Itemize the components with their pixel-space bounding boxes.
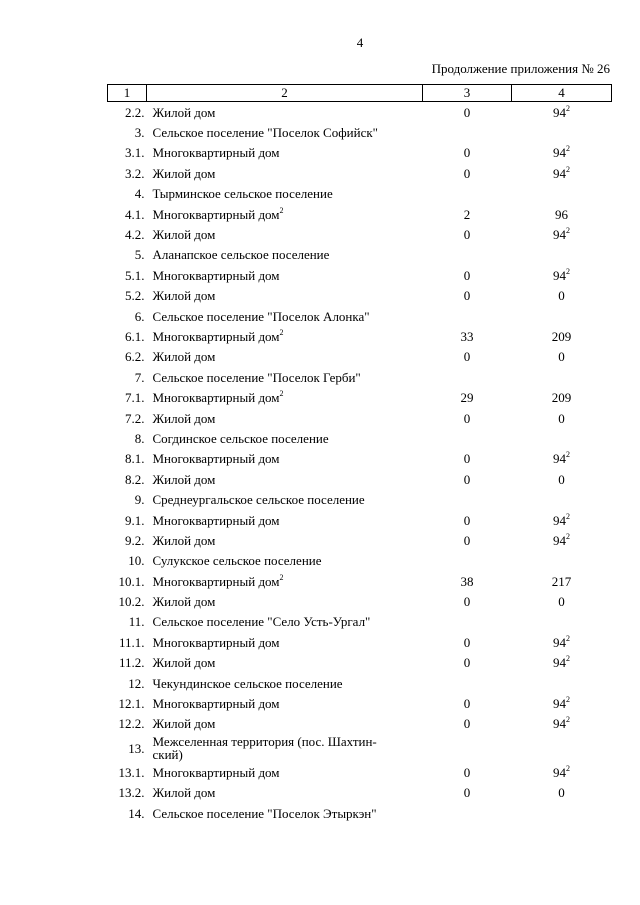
table-row bbox=[108, 265, 612, 285]
row-number: 12. bbox=[128, 675, 145, 691]
table-row bbox=[108, 469, 612, 489]
row-number: 3.2. bbox=[125, 165, 145, 181]
row-name bbox=[147, 184, 423, 204]
row-name-text: Жилой дом bbox=[152, 655, 216, 671]
footnote-mark: 2 bbox=[566, 164, 570, 174]
row-name bbox=[147, 122, 423, 142]
row-col4-value: 94 bbox=[553, 145, 566, 161]
row-name bbox=[147, 428, 423, 448]
table-row bbox=[108, 326, 612, 346]
row-name-text: Жилой дом bbox=[152, 104, 216, 120]
row-col3 bbox=[423, 245, 512, 265]
footnote-mark: 2 bbox=[279, 327, 284, 337]
row-number: 9. bbox=[134, 492, 145, 508]
row-name-text: Жилой дом bbox=[152, 532, 216, 548]
row-col3: 38 bbox=[460, 573, 474, 589]
row-col3 bbox=[423, 734, 512, 762]
row-name bbox=[147, 551, 423, 571]
row-col4-value: 96 bbox=[555, 206, 568, 222]
row-number: 5.2. bbox=[125, 288, 145, 304]
row-number: 11. bbox=[128, 614, 145, 630]
table-row bbox=[108, 163, 612, 183]
row-col4 bbox=[512, 265, 612, 285]
row-name-text: Жилой дом bbox=[152, 471, 216, 487]
row-col4-value: 209 bbox=[551, 328, 572, 344]
footnote-mark: 2 bbox=[566, 103, 570, 113]
row-col4 bbox=[512, 762, 612, 782]
table-row bbox=[108, 510, 612, 530]
row-col4 bbox=[512, 347, 612, 367]
row-name bbox=[147, 245, 423, 265]
row-number: 13. bbox=[128, 740, 145, 756]
row-name bbox=[147, 387, 423, 407]
row-col4-value: 94 bbox=[553, 716, 566, 732]
table-row bbox=[108, 245, 612, 265]
row-name-text: Многоквартирный дом bbox=[152, 145, 280, 161]
table-row bbox=[108, 306, 612, 326]
row-number: 6.1. bbox=[125, 328, 145, 344]
table-row bbox=[108, 762, 612, 782]
row-number: 5. bbox=[134, 247, 145, 263]
table-row bbox=[108, 571, 612, 591]
row-col4 bbox=[512, 714, 612, 734]
row-name-text: Жилой дом bbox=[152, 785, 216, 801]
page-number: 4 bbox=[356, 35, 364, 50]
row-col4-value: 94 bbox=[553, 165, 566, 181]
row-name bbox=[147, 653, 423, 673]
row-name-text: Жилой дом bbox=[152, 716, 216, 732]
table-header-row bbox=[108, 85, 612, 102]
row-col3 bbox=[423, 184, 512, 204]
row-name-text: Многоквартирный дом bbox=[152, 328, 280, 344]
row-name-text: Многоквартирный дом bbox=[152, 206, 280, 222]
row-name-text: Сельское поселение "Поселок Этыркэн" bbox=[152, 805, 377, 821]
row-col4 bbox=[512, 224, 612, 244]
table-row bbox=[108, 428, 612, 448]
row-number: 14. bbox=[128, 805, 145, 821]
row-col4 bbox=[512, 591, 612, 611]
table-row bbox=[108, 673, 612, 693]
row-name-text: Чекундинское сельское поселение bbox=[152, 675, 343, 691]
row-col4-value: 94 bbox=[553, 696, 566, 712]
row-col4 bbox=[512, 693, 612, 713]
footnote-mark: 2 bbox=[566, 511, 570, 521]
row-col4 bbox=[512, 184, 612, 204]
row-col3 bbox=[423, 612, 512, 632]
row-number: 13.1. bbox=[118, 764, 145, 780]
row-name-text: Межселенная территория (пос. Шахтин- ский) bbox=[152, 734, 377, 763]
row-name bbox=[147, 143, 423, 163]
row-col3 bbox=[423, 428, 512, 448]
row-name-text: Жилой дом bbox=[152, 165, 216, 181]
row-name bbox=[147, 571, 423, 591]
row-col4-value: 94 bbox=[553, 634, 566, 650]
row-col4 bbox=[512, 803, 612, 823]
row-col4 bbox=[512, 449, 612, 469]
row-col4 bbox=[512, 783, 612, 803]
row-name bbox=[147, 693, 423, 713]
row-col3: 2 bbox=[463, 206, 471, 222]
row-name-text: Многоквартирный дом bbox=[152, 764, 280, 780]
row-name bbox=[147, 286, 423, 306]
row-col4-value: 209 bbox=[551, 390, 572, 406]
table-row bbox=[108, 489, 612, 509]
footnote-mark: 2 bbox=[566, 695, 570, 705]
table-row bbox=[108, 102, 612, 123]
row-name bbox=[147, 510, 423, 530]
row-col4 bbox=[512, 653, 612, 673]
row-name-text: Сельское поселение "Поселок Софийск" bbox=[152, 125, 378, 141]
appendix-caption: Продолжение приложения № 26 bbox=[431, 61, 610, 76]
row-col4 bbox=[512, 367, 612, 387]
row-col3: 29 bbox=[460, 390, 474, 406]
row-name bbox=[147, 673, 423, 693]
table-row bbox=[108, 803, 612, 823]
row-col4-value: 94 bbox=[553, 764, 566, 780]
row-col4 bbox=[512, 204, 612, 224]
row-number: 8. bbox=[134, 430, 145, 446]
row-name-text: Многоквартирный дом bbox=[152, 390, 280, 406]
table-row bbox=[108, 143, 612, 163]
row-col4 bbox=[512, 326, 612, 346]
row-number: 7. bbox=[134, 369, 145, 385]
row-number: 12.1. bbox=[118, 696, 145, 712]
row-number: 4. bbox=[134, 186, 145, 202]
row-col4 bbox=[512, 530, 612, 550]
row-col4-value: 0 bbox=[558, 410, 565, 426]
row-name-text: Жилой дом bbox=[152, 288, 216, 304]
row-name-text: Многоквартирный дом bbox=[152, 696, 280, 712]
row-name-text: Жилой дом bbox=[152, 227, 216, 243]
table-row bbox=[108, 367, 612, 387]
row-col4 bbox=[512, 612, 612, 632]
row-col4 bbox=[512, 571, 612, 591]
table-row bbox=[108, 653, 612, 673]
row-number: 9.1. bbox=[125, 512, 145, 528]
row-col4-value: 94 bbox=[553, 451, 566, 467]
row-name bbox=[147, 347, 423, 367]
row-name-text: Аланапское сельское поселение bbox=[152, 247, 330, 263]
table-row bbox=[108, 734, 612, 762]
footnote-mark: 2 bbox=[566, 266, 570, 276]
row-name bbox=[147, 612, 423, 632]
data-table bbox=[107, 84, 612, 823]
row-col4-value: 94 bbox=[553, 512, 566, 528]
row-number: 11.1. bbox=[118, 634, 145, 650]
row-number: 9.2. bbox=[125, 532, 145, 548]
row-col3: 0 bbox=[463, 410, 471, 426]
row-col4 bbox=[512, 245, 612, 265]
row-col4 bbox=[512, 122, 612, 142]
row-col3: 0 bbox=[463, 288, 471, 304]
row-col4-value: 94 bbox=[553, 104, 566, 120]
table-row bbox=[108, 204, 612, 224]
footnote-mark: 2 bbox=[566, 531, 570, 541]
row-col4-value: 217 bbox=[551, 573, 572, 589]
row-name-text: Многоквартирный дом bbox=[152, 512, 280, 528]
row-name bbox=[147, 306, 423, 326]
footnote-mark: 2 bbox=[566, 144, 570, 154]
footnote-mark: 2 bbox=[279, 389, 284, 399]
row-number: 10.1. bbox=[118, 573, 145, 589]
row-number: 8.1. bbox=[125, 451, 145, 467]
row-name-text: Жилой дом bbox=[152, 349, 216, 365]
table-row bbox=[108, 530, 612, 550]
row-col3 bbox=[423, 306, 512, 326]
row-col4-value: 0 bbox=[558, 785, 565, 801]
row-number: 7.2. bbox=[125, 410, 145, 426]
row-name bbox=[147, 449, 423, 469]
table-row bbox=[108, 449, 612, 469]
row-col4-value: 94 bbox=[553, 267, 566, 283]
row-col3: 0 bbox=[463, 227, 471, 243]
row-number: 11.2. bbox=[118, 655, 145, 671]
table-row bbox=[108, 783, 612, 803]
table-row bbox=[108, 612, 612, 632]
row-name bbox=[147, 265, 423, 285]
row-number: 5.1. bbox=[125, 267, 145, 283]
row-col3 bbox=[423, 489, 512, 509]
header-cell-3: 3 bbox=[423, 85, 512, 102]
row-col3: 0 bbox=[463, 349, 471, 365]
row-col4-value: 94 bbox=[553, 532, 566, 548]
row-col3: 0 bbox=[463, 104, 471, 120]
row-name-text: Сельское поселение "Село Усть-Ургал" bbox=[152, 614, 371, 630]
table-body bbox=[108, 102, 612, 824]
row-col3: 0 bbox=[463, 532, 471, 548]
row-col4 bbox=[512, 734, 612, 762]
row-col4-value: 94 bbox=[553, 655, 566, 671]
row-name-text: Согдинское сельское поселение bbox=[152, 430, 329, 446]
row-col3: 0 bbox=[463, 696, 471, 712]
row-name-text: Сельское поселение "Поселок Алонка" bbox=[152, 308, 370, 324]
row-number: 4.2. bbox=[125, 227, 145, 243]
footnote-mark: 2 bbox=[566, 715, 570, 725]
row-name bbox=[147, 783, 423, 803]
row-name bbox=[147, 714, 423, 734]
row-name bbox=[147, 204, 423, 224]
table-row bbox=[108, 632, 612, 652]
row-col4 bbox=[512, 632, 612, 652]
row-col4-value: 0 bbox=[558, 349, 565, 365]
row-name-text: Тырминское сельское поселение bbox=[152, 186, 333, 202]
row-number: 12.2. bbox=[118, 716, 145, 732]
row-col3: 0 bbox=[463, 165, 471, 181]
row-col3 bbox=[423, 551, 512, 571]
footnote-mark: 2 bbox=[279, 572, 284, 582]
table-row bbox=[108, 184, 612, 204]
footnote-mark: 2 bbox=[566, 633, 570, 643]
row-number: 6.2. bbox=[125, 349, 145, 365]
row-name-text: Среднеургальское сельское поселение bbox=[152, 492, 365, 508]
row-col4-value: 0 bbox=[558, 471, 565, 487]
row-name bbox=[147, 469, 423, 489]
row-col3: 0 bbox=[463, 655, 471, 671]
row-col3: 33 bbox=[460, 328, 474, 344]
row-name-text: Многоквартирный дом bbox=[152, 451, 280, 467]
row-name-text: Многоквартирный дом bbox=[152, 573, 280, 589]
row-name bbox=[147, 326, 423, 346]
row-number: 10. bbox=[128, 553, 145, 569]
row-col4-value: 0 bbox=[558, 288, 565, 304]
row-name-text: Жилой дом bbox=[152, 594, 216, 610]
table-row bbox=[108, 347, 612, 367]
table-row bbox=[108, 693, 612, 713]
row-number: 7.1. bbox=[125, 390, 145, 406]
footnote-mark: 2 bbox=[566, 763, 570, 773]
row-number: 8.2. bbox=[125, 471, 145, 487]
row-name bbox=[147, 762, 423, 782]
row-number: 13.2. bbox=[118, 785, 145, 801]
row-name-text: Сулукское сельское поселение bbox=[152, 553, 322, 569]
row-col3: 0 bbox=[463, 471, 471, 487]
row-number: 4.1. bbox=[125, 206, 145, 222]
row-name bbox=[147, 803, 423, 823]
row-number: 6. bbox=[134, 308, 145, 324]
row-col3 bbox=[423, 367, 512, 387]
row-col3: 0 bbox=[463, 512, 471, 528]
row-name bbox=[147, 530, 423, 550]
table-row bbox=[108, 408, 612, 428]
row-col4 bbox=[512, 163, 612, 183]
row-col4 bbox=[512, 102, 612, 123]
row-name-text: Многоквартирный дом bbox=[152, 634, 280, 650]
row-col4 bbox=[512, 428, 612, 448]
row-name bbox=[147, 632, 423, 652]
row-col4-value: 0 bbox=[558, 594, 565, 610]
table-row bbox=[108, 387, 612, 407]
row-number: 10.2. bbox=[118, 594, 145, 610]
row-col3: 0 bbox=[463, 267, 471, 283]
row-col3: 0 bbox=[463, 785, 471, 801]
row-col4 bbox=[512, 510, 612, 530]
row-col4 bbox=[512, 408, 612, 428]
row-name bbox=[147, 734, 423, 762]
footnote-mark: 2 bbox=[566, 654, 570, 664]
footnote-mark: 2 bbox=[566, 226, 570, 236]
row-col3 bbox=[423, 122, 512, 142]
row-col4 bbox=[512, 469, 612, 489]
row-col4 bbox=[512, 143, 612, 163]
row-col3: 0 bbox=[463, 145, 471, 161]
row-col4 bbox=[512, 551, 612, 571]
row-name-text: Сельское поселение "Поселок Герби" bbox=[152, 369, 361, 385]
table-row bbox=[108, 224, 612, 244]
row-name-text: Жилой дом bbox=[152, 410, 216, 426]
row-number: 3. bbox=[134, 125, 145, 141]
footnote-mark: 2 bbox=[566, 450, 570, 460]
row-name-text: Многоквартирный дом bbox=[152, 267, 280, 283]
row-number: 3.1. bbox=[125, 145, 145, 161]
row-col4 bbox=[512, 286, 612, 306]
table-row bbox=[108, 551, 612, 571]
row-col3 bbox=[423, 803, 512, 823]
row-name bbox=[147, 591, 423, 611]
row-col3: 0 bbox=[463, 764, 471, 780]
table-row bbox=[108, 714, 612, 734]
row-col4-value: 94 bbox=[553, 227, 566, 243]
header-cell-2: 2 bbox=[147, 85, 423, 102]
row-col3: 0 bbox=[463, 451, 471, 467]
row-col3: 0 bbox=[463, 716, 471, 732]
header-cell-1: 1 bbox=[108, 85, 147, 102]
row-col3: 0 bbox=[463, 634, 471, 650]
header-cell-4: 4 bbox=[512, 85, 612, 102]
footnote-mark: 2 bbox=[279, 205, 284, 215]
table-row bbox=[108, 591, 612, 611]
table-row bbox=[108, 122, 612, 142]
row-col4 bbox=[512, 306, 612, 326]
row-col3: 0 bbox=[463, 594, 471, 610]
row-name bbox=[147, 163, 423, 183]
row-col3 bbox=[423, 673, 512, 693]
row-name bbox=[147, 367, 423, 387]
row-name bbox=[147, 102, 423, 123]
row-name bbox=[147, 224, 423, 244]
row-col4 bbox=[512, 673, 612, 693]
row-col4 bbox=[512, 489, 612, 509]
row-col4 bbox=[512, 387, 612, 407]
table-row bbox=[108, 286, 612, 306]
row-number: 2.2. bbox=[125, 104, 145, 120]
row-name bbox=[147, 408, 423, 428]
row-name bbox=[147, 489, 423, 509]
